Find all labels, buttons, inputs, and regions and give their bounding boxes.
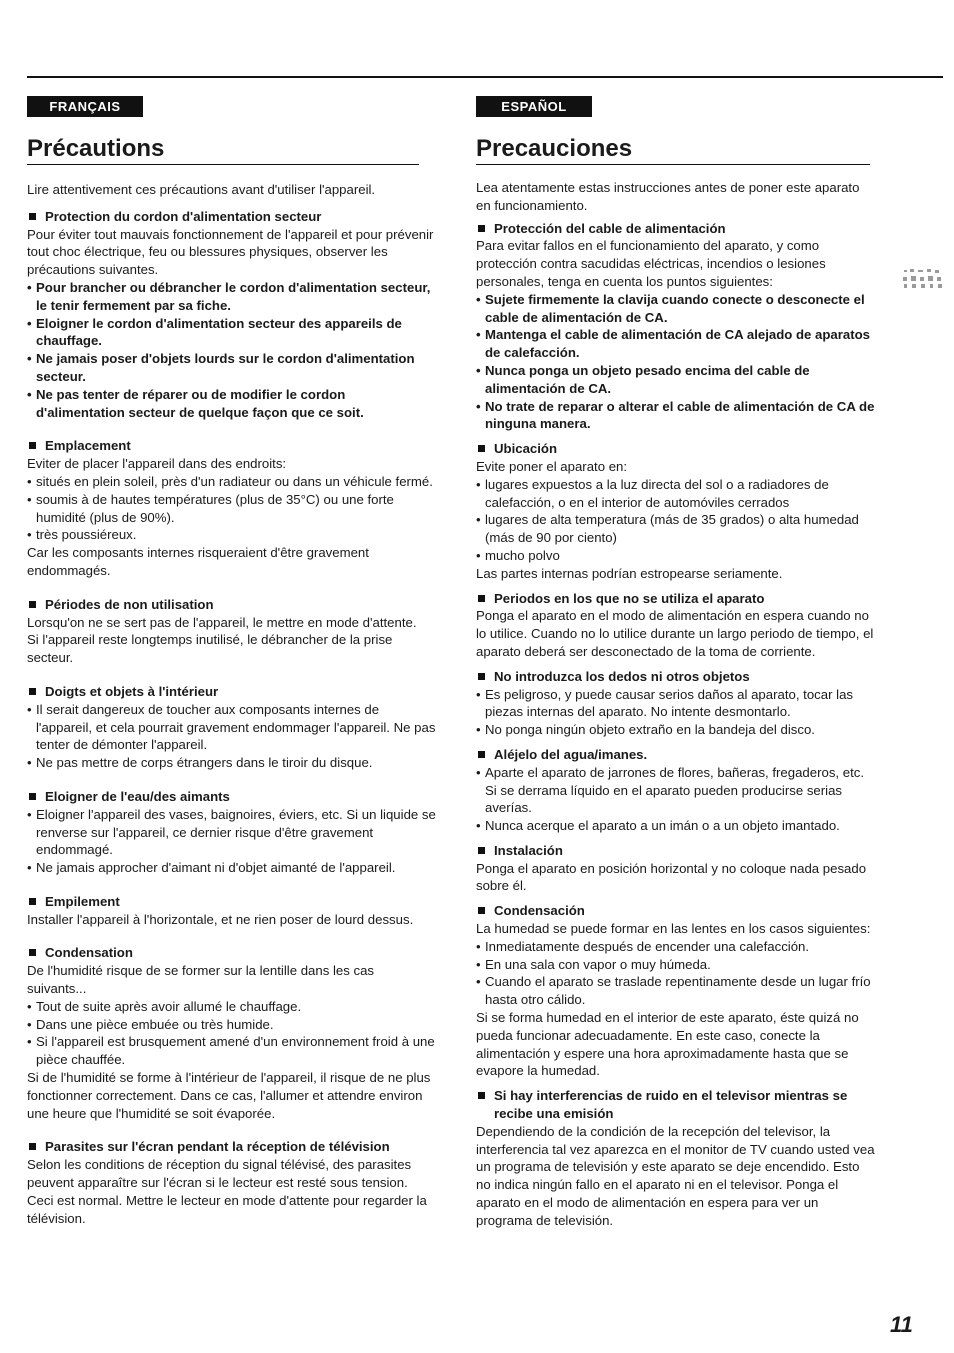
section-paragraph: Si l'appareil reste longtemps inutilisé, le débrancher de la prise secteur. <box>27 632 393 666</box>
precaution-section <box>476 902 876 1080</box>
page-number: 11 <box>890 1312 913 1337</box>
section-heading: Parasites sur l'écran pendant la réception de télévision <box>27 1138 437 1156</box>
list-item: • soumis à de hautes températures (plus de 35°C) ou une forte humidité (plus de 90%). <box>27 491 437 527</box>
bullet-list <box>476 476 876 565</box>
precaution-section <box>476 1087 876 1229</box>
precaution-section <box>27 208 437 422</box>
list-item: • Es peligroso, y puede causar serios daños al aparato, tocar las piezas internas del aparato. No intente desmontarlo. <box>476 686 876 722</box>
bullet-list <box>27 701 437 772</box>
section-heading: No introduzca los dedos ni otros objetos <box>476 668 876 686</box>
list-item: • Ne pas tenter de réparer ou de modifier le cordon d'alimentation secteur de quelque façon que ce soit. <box>27 386 437 422</box>
precaution-section <box>476 746 876 835</box>
list-item: • Ne jamais poser d'objets lourds sur le cordon d'alimentation secteur. <box>27 350 437 386</box>
section-paragraph: Car les composants internes risqueraient d'être gravement endommagés. <box>27 545 369 578</box>
section-paragraph: Selon les conditions de réception du signal télévisé, des parasites peuvent apparaître sur l'écran si le lecteur est resté sous tension. Ceci est normal. Mettre le lecteur en mode d'attente pour regarder la télévision. <box>27 1157 427 1226</box>
section-paragraph: Si de l'humidité se forme à l'intérieur de l'appareil, il risque de ne plus fonctionner correctement. Dans ce cas, l'allumer et attendre environ une heure que l'humidité se soit évaporée. <box>27 1070 431 1121</box>
list-item: • Eloigner l'appareil des vases, baignoires, éviers, etc. Si un liquide se renverse sur l'appareil, ce dernier risque d'être gravement endommagé. <box>27 806 437 859</box>
list-item: • Dans une pièce embuée ou très humide. <box>27 1016 437 1034</box>
bullet-list <box>27 473 437 544</box>
language-tab-french: FRANÇAIS <box>27 96 143 117</box>
precaution-section <box>476 440 876 582</box>
list-item: • Si l'appareil est brusquement amené d'un environnement froid à une pièce chauffée. <box>27 1033 437 1069</box>
list-item: • No ponga ningún objeto extraño en la bandeja del disco. <box>476 721 876 739</box>
bullet-list <box>27 998 437 1069</box>
list-item: • Aparte el aparato de jarrones de flores, bañeras, fregaderos, etc. Si se derrama líquido en el aparato pueden producirse serias averías. <box>476 764 876 817</box>
section-paragraph: Si se forma humedad en el interior de este aparato, éste quizá no pueda funcionar adecuadamente. En este caso, conecte la alimentación y espere una hora aproximadamente hasta que se evapore la humedad. <box>476 1010 859 1079</box>
section-paragraph: Installer l'appareil à l'horizontale, et ne rien poser de lourd dessus. <box>27 911 414 927</box>
intro-french: Lire attentivement ces précautions avant d'utiliser l'appareil. <box>27 182 376 197</box>
section-heading: Eloigner de l'eau/des aimants <box>27 788 437 806</box>
language-tab-spanish: ESPAÑOL <box>476 96 592 117</box>
list-item: • lugares de alta temperatura (más de 35 grados) o alta humedad (más de 90 por ciento) <box>476 511 876 547</box>
section-heading: Si hay interferencias de ruido en el televisor mientras se recibe una emisión <box>476 1087 876 1123</box>
spanish-column <box>476 96 876 1230</box>
section-heading: Ubicación <box>476 440 876 458</box>
list-item: • très poussiéreux. <box>27 526 437 544</box>
section-paragraph: Ponga el aparato en el modo de alimentación en espera cuando no lo utilice. Cuando no lo utilice durante un largo periodo de tiempo, el aparato deberá ser desconectado de la toma de corriente. <box>476 608 874 659</box>
list-item: • No trate de reparar o alterar el cable de alimentación de CA de ninguna manera. <box>476 398 876 434</box>
list-item: • Nunca ponga un objeto pesado encima del cable de alimentación de CA. <box>476 362 876 398</box>
section-heading: Instalación <box>476 842 876 860</box>
list-item: • Inmediatamente después de encender una calefacción. <box>476 938 876 956</box>
french-column <box>27 96 437 1227</box>
precaution-section <box>27 1138 437 1227</box>
bullet-list <box>476 764 876 835</box>
section-paragraph: Lorsqu'on ne se sert pas de l'appareil, le mettre en mode d'attente. <box>27 614 417 630</box>
scan-speckle-mark <box>900 267 948 293</box>
bullet-list <box>27 279 437 421</box>
precaution-section <box>476 590 876 661</box>
bullet-list <box>476 291 876 433</box>
section-heading: Empilement <box>27 893 437 911</box>
section-paragraph: Dependiendo de la condición de la recepción del televisor, la interferencia tal vez aparezca en el monitor de TV cuando usted vea un programa de televisión y este aparato se deje encendido. Esto no indica ningún fallo en el aparato ni en el televisor. Ponga el aparato en el modo de alimentación en espera para ver un programa de televisión. <box>476 1123 875 1228</box>
list-item: • Mantenga el cable de alimentación de CA alejado de aparatos de calefacción. <box>476 326 876 362</box>
sections-spanish <box>476 220 876 1230</box>
list-item: • Cuando el aparato se traslade repentinamente desde un lugar frío hasta otro cálido. <box>476 973 876 1009</box>
list-item: • Sujete firmemente la clavija cuando conecte o desconecte el cable de alimentación de CA. <box>476 291 876 327</box>
page-title-spanish: Precauciones <box>476 135 870 165</box>
list-item: • Eloigner le cordon d'alimentation secteur des appareils de chauffage. <box>27 315 437 351</box>
list-item: • mucho polvo <box>476 547 876 565</box>
intro-spanish: Lea atentamente estas instrucciones antes de poner este aparato en funcionamiento. <box>476 180 860 213</box>
section-heading: Aléjelo del agua/imanes. <box>476 746 876 764</box>
bullet-list <box>27 806 437 877</box>
section-paragraph: Para evitar fallos en el funcionamiento del aparato, y como protección contra sacudidas eléctricas, incendios o lesiones personales, tenga en cuenta los puntos siguientes: <box>476 238 826 289</box>
bullet-list <box>476 686 876 739</box>
section-paragraph: Evite poner el aparato en: <box>476 458 628 474</box>
list-item: • lugares expuestos a la luz directa del sol o a radiadores de calefacción, o en el interior de automóviles cerrados <box>476 476 876 512</box>
list-item: • Ne jamais approcher d'aimant ni d'objet aimanté de l'appareil. <box>27 859 437 877</box>
precaution-section <box>476 668 876 739</box>
section-heading: Periodos en los que no se utiliza el aparato <box>476 590 876 608</box>
section-paragraph: Ponga el aparato en posición horizontal y no coloque nada pesado sobre él. <box>476 860 867 894</box>
precaution-section <box>27 596 437 667</box>
list-item: • Il serait dangereux de toucher aux composants internes de l'appareil, et cela pourrait gravement endommager l'appareil. Ne pas tenter de démonter l'appareil. <box>27 701 437 754</box>
precaution-section <box>27 683 437 772</box>
precaution-section <box>27 944 437 1122</box>
list-item: • Pour brancher ou débrancher le cordon d'alimentation secteur, le tenir fermement par sa fiche. <box>27 279 437 315</box>
precaution-section <box>27 788 437 877</box>
precaution-section <box>27 437 437 579</box>
section-heading: Condensación <box>476 902 876 920</box>
list-item: • Ne pas mettre de corps étrangers dans le tiroir du disque. <box>27 754 437 772</box>
section-heading: Protección del cable de alimentación <box>476 220 876 238</box>
precaution-section <box>27 893 437 929</box>
list-item: • Tout de suite après avoir allumé le chauffage. <box>27 998 437 1016</box>
section-heading: Condensation <box>27 944 437 962</box>
list-item: • Nunca acerque el aparato a un imán o a un objeto imantado. <box>476 817 876 835</box>
section-heading: Doigts et objets à l'intérieur <box>27 683 437 701</box>
section-heading: Emplacement <box>27 437 437 455</box>
page-title-french: Précautions <box>27 135 419 165</box>
list-item: • En una sala con vapor o muy húmeda. <box>476 956 876 974</box>
top-rule <box>27 76 943 78</box>
section-paragraph: La humedad se puede formar en las lentes en los casos siguientes: <box>476 921 871 937</box>
section-heading: Protection du cordon d'alimentation secteur <box>27 208 437 226</box>
list-item: • situés en plein soleil, près d'un radiateur ou dans un véhicule fermé. <box>27 473 437 491</box>
sections-french <box>27 208 437 1228</box>
section-paragraph: Eviter de placer l'appareil dans des endroits: <box>27 456 287 472</box>
precaution-section <box>476 220 876 434</box>
section-paragraph: Las partes internas podrían estropearse seriamente. <box>476 565 783 581</box>
section-paragraph: Pour éviter tout mauvais fonctionnement de l'appareil et pour prévenir tout choc électrique, feu ou blessures physiques, observer les précautions suivantes. <box>27 226 434 278</box>
section-paragraph: De l'humidité risque de se former sur la lentille dans les cas suivants... <box>27 963 375 997</box>
precaution-section <box>476 842 876 895</box>
bullet-list <box>476 938 876 1009</box>
section-heading: Périodes de non utilisation <box>27 596 437 614</box>
